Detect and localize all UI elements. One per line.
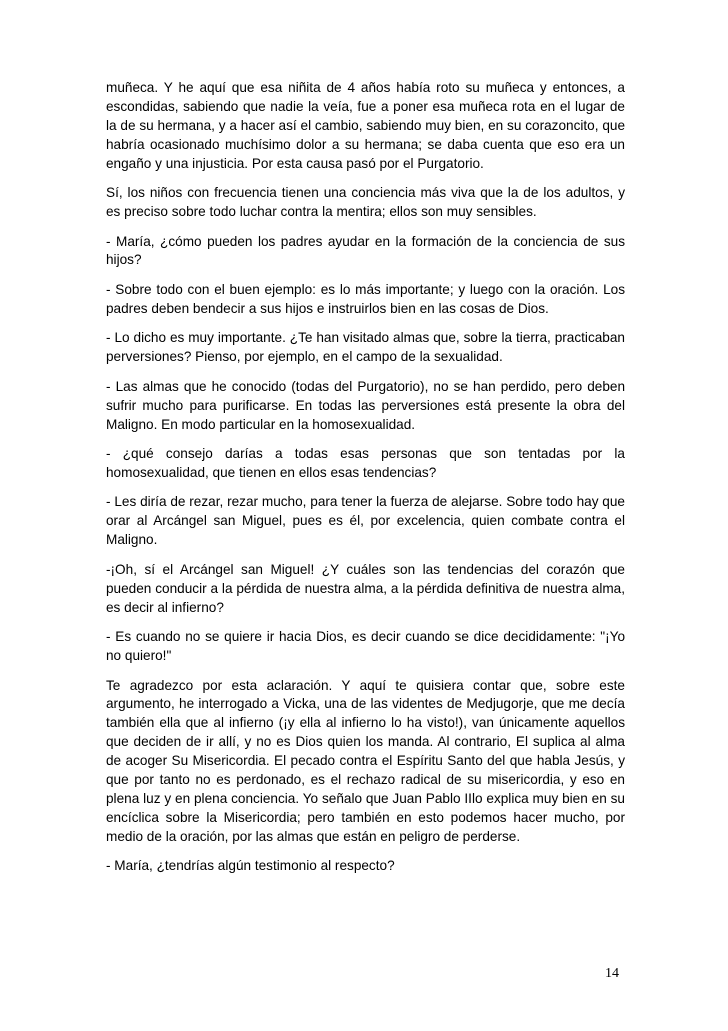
question-parents: - María, ¿cómo pueden los padres ayudar en la formación de la conciencia de sus hijos?: [106, 233, 625, 268]
question-tendencies: -¡Oh, sí el Arcángel san Miguel! ¿Y cuáles son las tendencias del corazón que pueden conducir a la pérdida de nuestra alma, a la pérdida definitiva de nuestra alma, es decir al infierno?: [106, 561, 625, 615]
page-number: 14: [605, 966, 619, 981]
answer-parents: - Sobre todo con el buen ejemplo: es lo más importante; y luego con la oración. Los padres deben bendecir a sus hijos e instruirlos bien en las cosas de Dios.: [106, 281, 625, 316]
paragraph-continuation: muñeca. Y he aquí que esa niñita de 4 años había roto su muñeca y entonces, a escondidas, sabiendo que nadie la veía, fue a poner esa muñeca rota en el lugar de la de su hermana, y a hacer así el cambio, sabiendo muy bien, en su corazoncito, que habría ocasionado muchísimo dolor a su hermana; se daba cuenta que eso era un engaño y una injusticia. Por esta causa pasó por el Purgatorio.: [106, 80, 625, 171]
question-testimony: - María, ¿tendrías algún testimonio al respecto?: [106, 858, 395, 874]
document-body: [106, 79, 625, 887]
paragraph-children-conscience: Sí, los niños con frecuencia tienen una conciencia más viva que la de los adultos, y es preciso sobre todo luchar contra la mentira; ellos son muy sensibles.: [106, 185, 625, 220]
answer-tendencies: - Es cuando no se quiere ir hacia Dios, es decir cuando se dice decididamente: "¡Yo no quiero!": [106, 629, 625, 663]
question-perversions: - Lo dicho es muy importante. ¿Te han visitado almas que, sobre la tierra, practicaban perversiones? Pienso, por ejemplo, en el campo de la sexualidad.: [106, 330, 625, 365]
answer-perversions: - Las almas que he conocido (todas del Purgatorio), no se han perdido, pero deben sufrir mucho para purificarse. En todas las perversiones está presente la obra del Maligno. En modo particular en la homosexualidad.: [106, 378, 625, 432]
question-advice: - ¿qué consejo darías a todas esas personas que son tentadas por la homosexualidad, que tienen en ellos esas tendencias?: [106, 446, 625, 480]
paragraph-vicka: Te agradezco por esta aclaración. Y aquí te quisiera contar que, sobre este argumento, he interrogado a Vicka, una de las videntes de Medjugorje, que me decía también ella que al infierno (¡y ella al infierno lo ha visto!), van únicamente aquellos que deciden de ir allí, y no es Dios quien los manda. Al contrario, El suplica al alma de acoger Su Misericordia. El pecado contra el Espíritu Santo del que habla Jesús, y que por tanto no es perdonado, es el rechazo radical de su misericordia, y eso en plena luz y en plena conciencia. Yo señalo que Juan Pablo IIlo explica muy bien en su encíclica sobre la Misericordia; pero también en esto podemos hacer mucho, por medio de la oración, por las almas que están en peligro de perderse.: [106, 677, 625, 844]
answer-advice: - Les diría de rezar, rezar mucho, para tener la fuerza de alejarse. Sobre todo hay que orar al Arcángel san Miguel, pues es él, por excelencia, quien combate contra el Maligno.: [106, 494, 625, 548]
